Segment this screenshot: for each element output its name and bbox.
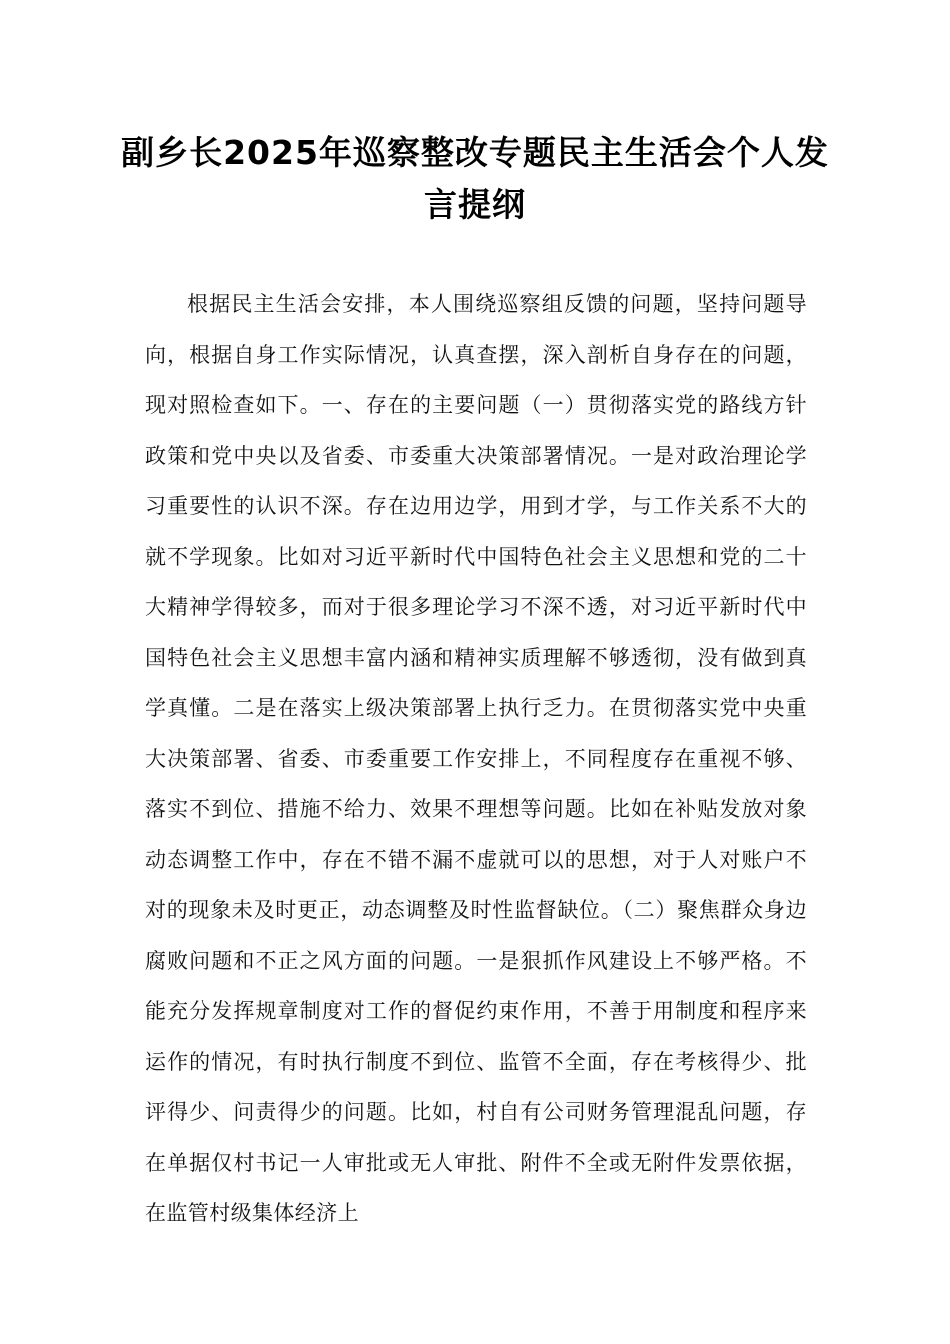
body-paragraph: 根据民主生活会安排，本人围绕巡察组反馈的问题，坚持问题导向，根据自身工作实际情况，认真查摆，深入剖析自身存在的问题，现对照检查如下。一、存在的主要问题（一）贯彻落实党的路线方针政策和党中央以及省委、市委重大决策部署情况。一是对政治理论学习重要性的认识不深。存在边用边学，用到才学，与工作关系不大的就不学现象。比如对习近平新时代中国特色社会主义思想和党的二十大精神学得较多，而对于很多理论学习不深不透，对习近平新时代中国特色社会主义思想丰富内涵和精神实质理解不够透彻，没有做到真学真懂。二是在落实上级决策部署上执行乏力。在贯彻落实党中央重大决策部署、省委、市委重要工作安排上，不同程度存在重视不够、落实不到位、措施不给力、效果不理想等问题。比如在补贴发放对象动态调整工作中，存在不错不漏不虚就可以的思想，对于人对账户不对的现象未及时更正，动态调整及时性监督缺位。（二）聚焦群众身边腐败问题和不正之风方面的问题。一是狠抓作风建设上不够严格。不能充分发挥规章制度对工作的督促约束作用，不善于用制度和程序来运作的情况，有时执行制度不到位、监管不全面，存在考核得少、批评得少、问责得少的问题。比如，村自有公司财务管理混乱问题，存在单据仅村书记一人审批或无人审批、附件不全或无附件发票依据，在监管村级集体经济上 bbox=[145, 292, 807, 1225]
document-title: 副乡长2025年巡察整改专题民主生活会个人发言提纲 bbox=[121, 133, 829, 224]
